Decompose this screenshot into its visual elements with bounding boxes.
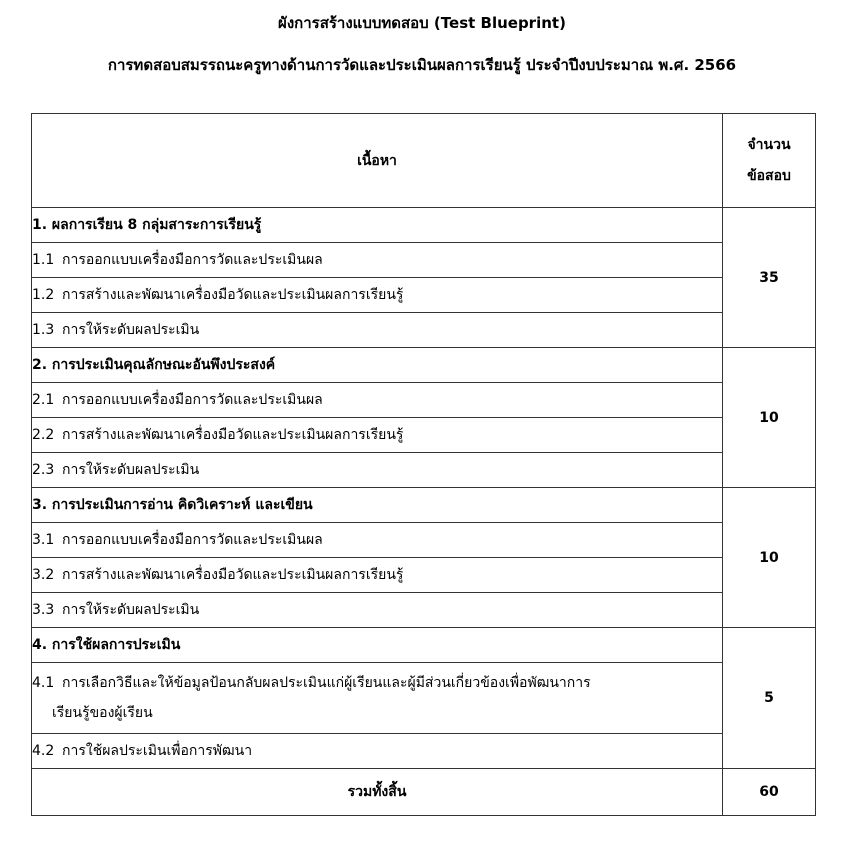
table-row (32, 383, 816, 418)
subitem (32, 663, 723, 734)
table-row (32, 558, 816, 593)
subitem (32, 593, 723, 628)
table-header-row (32, 114, 816, 208)
subitem-text: การออกแบบเครื่องมือการวัดและประเมินผล (62, 532, 323, 548)
subitem-number: 3.3 (32, 602, 55, 618)
subitem (32, 313, 723, 348)
subitem-text: การสร้างและพัฒนาเครื่องมือวัดและประเมินผลการเรียนรู้ (62, 427, 404, 443)
table-row (32, 313, 816, 348)
column-header-count-line1: จำนวน (747, 136, 791, 153)
subitem (32, 453, 723, 488)
subitem-number: 1.1 (32, 252, 55, 268)
table-row (32, 523, 816, 558)
table-row (32, 453, 816, 488)
section-count: 5 (723, 628, 816, 769)
subitem (32, 418, 723, 453)
section-row (32, 348, 816, 383)
subitem-text: การใช้ผลประเมินเพื่อการพัฒนา (62, 743, 253, 759)
subitem-number: 2.2 (32, 427, 55, 443)
subitem-number: 1.2 (32, 287, 55, 303)
section-row (32, 208, 816, 243)
subitem-text: การให้ระดับผลประเมิน (62, 322, 200, 338)
section-count: 10 (723, 348, 816, 488)
total-row (32, 769, 816, 816)
section-heading: 2. การประเมินคุณลักษณะอันพึงประสงค์ (32, 348, 723, 383)
subitem-number: 2.3 (32, 462, 55, 478)
subitem (32, 278, 723, 313)
subitem (32, 383, 723, 418)
total-value: 60 (723, 769, 816, 816)
section-heading: 3. การประเมินการอ่าน คิดวิเคราะห์ และเขียน (32, 488, 723, 523)
section-heading: 4. การใช้ผลการประเมิน (32, 628, 723, 663)
blueprint-table (31, 113, 816, 816)
subitem-text: การสร้างและพัฒนาเครื่องมือวัดและประเมินผลการเรียนรู้ (62, 287, 404, 303)
table-row (32, 278, 816, 313)
subitem-number: 4.2 (32, 743, 55, 759)
subitem-text: การออกแบบเครื่องมือการวัดและประเมินผล (62, 392, 323, 408)
table-row (32, 418, 816, 453)
subitem (32, 523, 723, 558)
subitem-text-continued: เรียนรู้ของผู้เรียน (52, 705, 153, 721)
section-count: 10 (723, 488, 816, 628)
subitem (32, 734, 723, 769)
page-subtitle: การทดสอบสมรรถนะครูทางด้านการวัดและประเมินผลการเรียนรู้ ประจำปีงบประมาณ พ.ศ. 2566 (107, 56, 737, 74)
subitem-number: 4.1 (32, 675, 55, 691)
section-row (32, 628, 816, 663)
section-count: 35 (723, 208, 816, 348)
table-row (32, 734, 816, 769)
table-row (32, 663, 816, 734)
total-label: รวมทั้งสิ้น (32, 769, 723, 816)
subitem-number: 3.1 (32, 532, 55, 548)
page-title: ผังการสร้างแบบทดสอบ (Test Blueprint) (278, 14, 566, 32)
subitem (32, 558, 723, 593)
subitem-number: 1.3 (32, 322, 55, 338)
subitem-text: การเลือกวิธีและให้ข้อมูลป้อนกลับผลประเมินแก่ผู้เรียนและผู้มีส่วนเกี่ยวข้องเพื่อพัฒนาการ (62, 675, 591, 691)
section-heading: 1. ผลการเรียน 8 กลุ่มสาระการเรียนรู้ (32, 208, 723, 243)
table-row (32, 243, 816, 278)
column-header-count-line2: ข้อสอบ (747, 167, 791, 184)
subitem-text: การออกแบบเครื่องมือการวัดและประเมินผล (62, 252, 323, 268)
subitem-number: 2.1 (32, 392, 55, 408)
section-row (32, 488, 816, 523)
subitem-number: 3.2 (32, 567, 55, 583)
subitem (32, 243, 723, 278)
column-header-content: เนื้อหา (32, 114, 723, 208)
table-row (32, 593, 816, 628)
subitem-text: การให้ระดับผลประเมิน (62, 602, 200, 618)
subitem-text: การสร้างและพัฒนาเครื่องมือวัดและประเมินผลการเรียนรู้ (62, 567, 404, 583)
column-header-count (723, 114, 816, 208)
subitem-text: การให้ระดับผลประเมิน (62, 462, 200, 478)
